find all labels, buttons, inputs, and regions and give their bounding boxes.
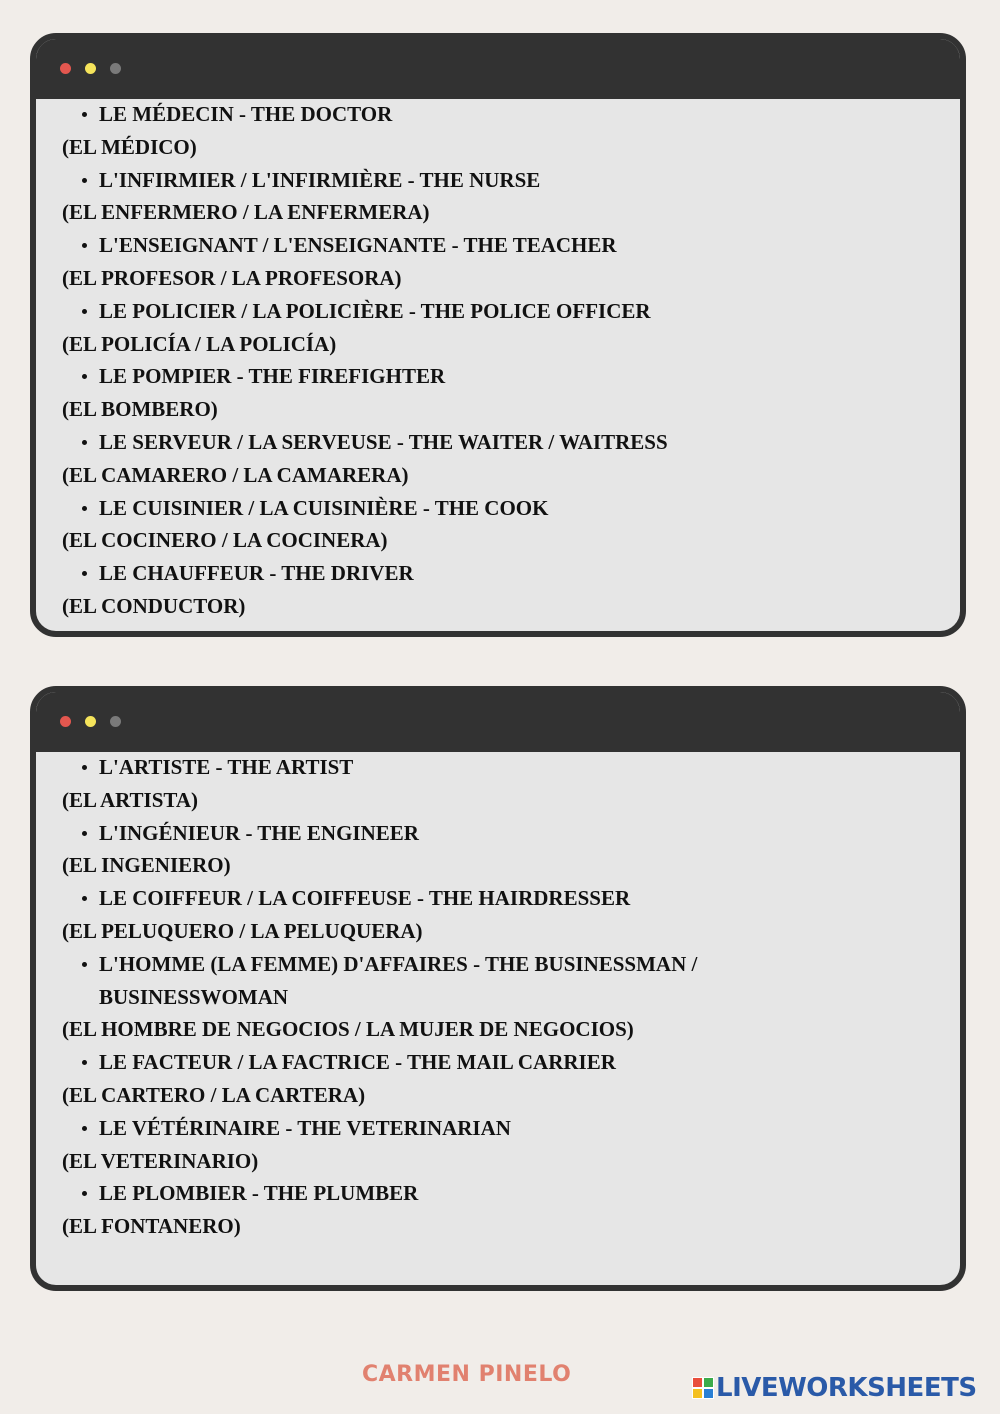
- brand-name: LIVEWORKSHEETS: [716, 1373, 977, 1403]
- spanish-translation: (EL MÉDICO): [62, 134, 197, 159]
- french-english-term: L'ENSEIGNANT / L'ENSEIGNANTE - THE TEACHER: [99, 233, 617, 258]
- minimize-dot-icon: [85, 716, 96, 727]
- french-english-term: LE SERVEUR / LA SERVEUSE - THE WAITER / WAITRESS: [99, 429, 668, 454]
- vocabulary-window-2: [30, 686, 966, 1291]
- french-english-term: LE COIFFEUR / LA COIFFEUSE - THE HAIRDRESSER: [99, 886, 631, 911]
- french-english-term: L'HOMME (LA FEMME) D'AFFAIRES - THE BUSINESSMAN / BUSINESSWOMAN: [99, 951, 698, 1009]
- list-item: [62, 360, 940, 426]
- bullet-icon: [82, 309, 87, 314]
- bullet-icon: [82, 440, 87, 445]
- bullet-icon: [82, 243, 87, 248]
- bullet-icon: [82, 765, 87, 770]
- vocabulary-list: [62, 98, 940, 623]
- list-item: [62, 492, 940, 558]
- bullet-icon: [82, 112, 87, 117]
- list-item: [62, 751, 940, 817]
- list-item: [62, 1177, 940, 1243]
- list-item: [62, 295, 940, 361]
- spanish-translation: (EL CAMARERO / LA CAMARERA): [62, 462, 409, 487]
- spanish-translation: (EL BOMBERO): [62, 397, 218, 422]
- list-item: [62, 229, 940, 295]
- list-item: [62, 1046, 940, 1112]
- spanish-translation: (EL ENFERMERO / LA ENFERMERA): [62, 200, 430, 225]
- minimize-dot-icon: [85, 63, 96, 74]
- list-item: [62, 948, 940, 1046]
- bullet-icon: [82, 896, 87, 901]
- list-item: [62, 164, 940, 230]
- french-english-term: LE CHAUFFEUR - THE DRIVER: [99, 561, 414, 586]
- french-english-term: L'INFIRMIER / L'INFIRMIÈRE - THE NURSE: [99, 167, 541, 192]
- spanish-translation: (EL PELUQUERO / LA PELUQUERA): [62, 918, 423, 943]
- french-english-term: LE FACTEUR / LA FACTRICE - THE MAIL CARRIER: [99, 1050, 616, 1075]
- french-english-term: LE CUISINIER / LA CUISINIÈRE - THE COOK: [99, 495, 549, 520]
- author-name: CARMEN PINELO: [362, 1362, 572, 1387]
- maximize-dot-icon: [110, 63, 121, 74]
- list-item: [62, 557, 940, 623]
- french-english-term: LE VÉTÉRINAIRE - THE VETERINARIAN: [99, 1115, 511, 1140]
- list-item: [62, 98, 940, 164]
- list-item: [62, 426, 940, 492]
- window-titlebar: [36, 692, 960, 752]
- spanish-translation: (EL PROFESOR / LA PROFESORA): [62, 265, 402, 290]
- spanish-translation: (EL CONDUCTOR): [62, 593, 246, 618]
- bullet-icon: [82, 178, 87, 183]
- window-titlebar: [36, 39, 960, 99]
- bullet-icon: [82, 962, 87, 967]
- bullet-icon: [82, 1191, 87, 1196]
- french-english-term: L'INGÉNIEUR - THE ENGINEER: [99, 820, 419, 845]
- bullet-icon: [82, 1126, 87, 1131]
- liveworksheets-logo-icon: [692, 1377, 714, 1399]
- close-dot-icon: [60, 716, 71, 727]
- vocabulary-window-1: [30, 33, 966, 637]
- french-english-term: L'ARTISTE - THE ARTIST: [99, 755, 354, 779]
- french-english-term: LE POMPIER - THE FIREFIGHTER: [99, 364, 446, 389]
- close-dot-icon: [60, 63, 71, 74]
- bullet-icon: [82, 831, 87, 836]
- spanish-translation: (EL VETERINARIO): [62, 1148, 259, 1173]
- bullet-icon: [82, 571, 87, 576]
- spanish-translation: (EL COCINERO / LA COCINERA): [62, 528, 388, 553]
- maximize-dot-icon: [110, 716, 121, 727]
- spanish-translation: (EL POLICÍA / LA POLICÍA): [62, 331, 337, 356]
- list-item: [62, 882, 940, 948]
- bullet-icon: [82, 1060, 87, 1065]
- french-english-term: LE POLICIER / LA POLICIÈRE - THE POLICE OFFICER: [99, 298, 651, 323]
- bullet-icon: [82, 374, 87, 379]
- french-english-term: LE MÉDECIN - THE DOCTOR: [99, 102, 393, 126]
- vocabulary-list: [62, 751, 940, 1243]
- french-english-term: LE PLOMBIER - THE PLUMBER: [99, 1181, 419, 1206]
- liveworksheets-brand[interactable]: [692, 1373, 977, 1403]
- spanish-translation: (EL HOMBRE DE NEGOCIOS / LA MUJER DE NEGOCIOS): [62, 1017, 634, 1042]
- spanish-translation: (EL FONTANERO): [62, 1214, 241, 1239]
- bullet-icon: [82, 506, 87, 511]
- list-item: [62, 1112, 940, 1178]
- spanish-translation: (EL INGENIERO): [62, 853, 231, 878]
- spanish-translation: (EL CARTERO / LA CARTERA): [62, 1082, 366, 1107]
- list-item: [62, 817, 940, 883]
- spanish-translation: (EL ARTISTA): [62, 787, 198, 812]
